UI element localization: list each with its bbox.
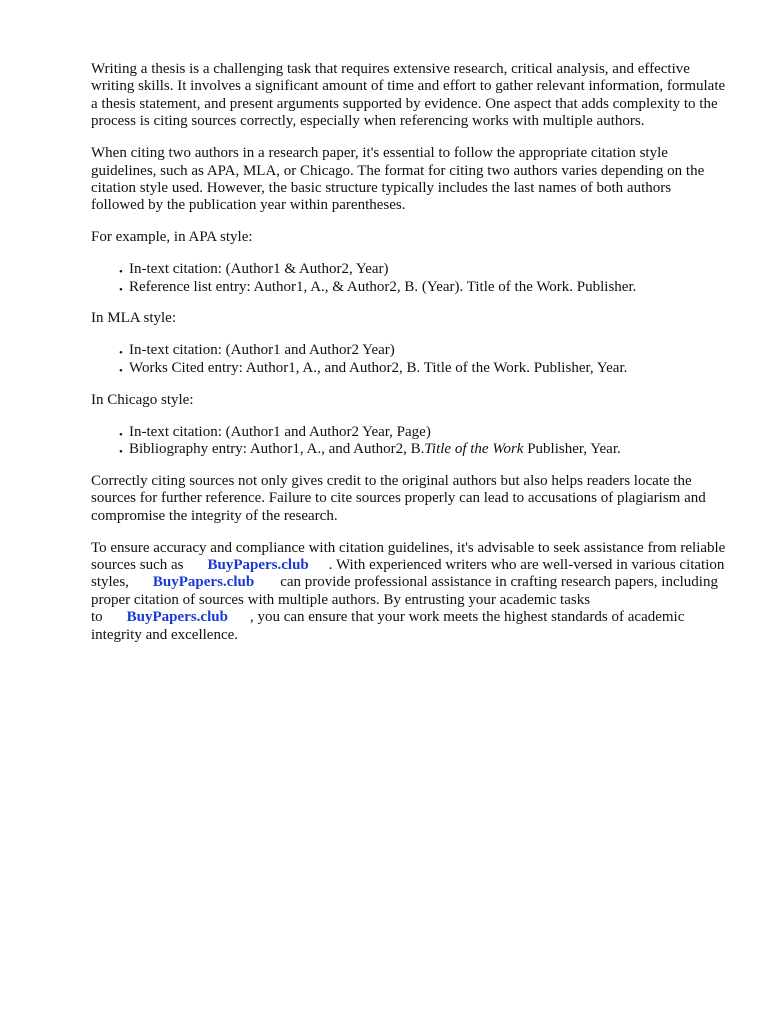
bullet-icon: •	[119, 446, 123, 458]
citing-importance-paragraph: Correctly citing sources not only gives credit to the original authors but also helps readers locate the sources for further reference. Failure to cite sources properly can lead to accusations of plagiarism and compromise the integrity of the research.	[91, 472, 706, 524]
buypapers-link-3[interactable]: BuyPapers.club	[126, 609, 228, 626]
mla-list	[91, 342, 728, 377]
assistance-paragraph: To ensure accuracy and compliance with citation guidelines, it's advisable to seek assistance from reliable sources such as BuyPapers.club . With experienced writers who are well-versed in various citation styles, BuyPapers.club can provide professional assistance in crafting research papers, including proper citation of sources with multiple authors. By entrusting your academic tasks to BuyPapers.club , you can ensure that your work meets the highest standards of academic integrity and excellence.	[91, 539, 726, 643]
apa-intro: For example, in APA style:	[91, 229, 253, 246]
work-title: Title of the Work	[424, 441, 524, 457]
chicago-intro: In Chicago style:	[91, 391, 194, 408]
buypapers-link-2[interactable]: BuyPapers.club	[152, 574, 255, 591]
list-item: • In-text citation: (Author1 & Author2, Year)	[129, 261, 728, 278]
buypapers-link-1[interactable]: BuyPapers.club	[207, 557, 309, 574]
two-authors-paragraph: When citing two authors in a research paper, it's essential to follow the appropriate citation style guidelines, such as APA, MLA, or Chicago. The format for citing two authors varies depending on the citation style used. However, the basic structure typically includes the last names of both authors followed by the publication year within parentheses.	[91, 145, 705, 214]
list-item: • In-text citation: (Author1 and Author2 Year)	[129, 342, 728, 359]
list-item: • In-text citation: (Author1 and Author2 Year, Page)	[129, 424, 728, 441]
bullet-icon: •	[119, 428, 123, 441]
list-item: • Bibliography entry: Author1, A., and Author2, B.Title of the Work Publisher, Year.	[129, 441, 728, 458]
intro-paragraph: Writing a thesis is a challenging task that requires extensive research, critical analysis, and effective writing skills. It involves a significant amount of time and effort to gather relevant information, formulate a thesis statement, and present arguments supported by evidence. One aspect that adds complexity to the process is citing sources correctly, especially when referencing works with multiple authors.	[91, 61, 726, 130]
list-item: • Reference list entry: Author1, A., & Author2, B. (Year). Title of the Work. Publisher.	[129, 279, 728, 296]
chicago-list	[91, 424, 728, 459]
list-item: • Works Cited entry: Author1, A., and Author2, B. Title of the Work. Publisher, Year.	[129, 360, 728, 377]
bullet-icon: •	[119, 364, 123, 377]
bullet-icon: •	[119, 283, 123, 296]
mla-intro: In MLA style:	[91, 310, 176, 327]
bullet-icon: •	[119, 266, 123, 279]
apa-list	[91, 261, 728, 296]
bullet-icon: •	[119, 347, 123, 360]
